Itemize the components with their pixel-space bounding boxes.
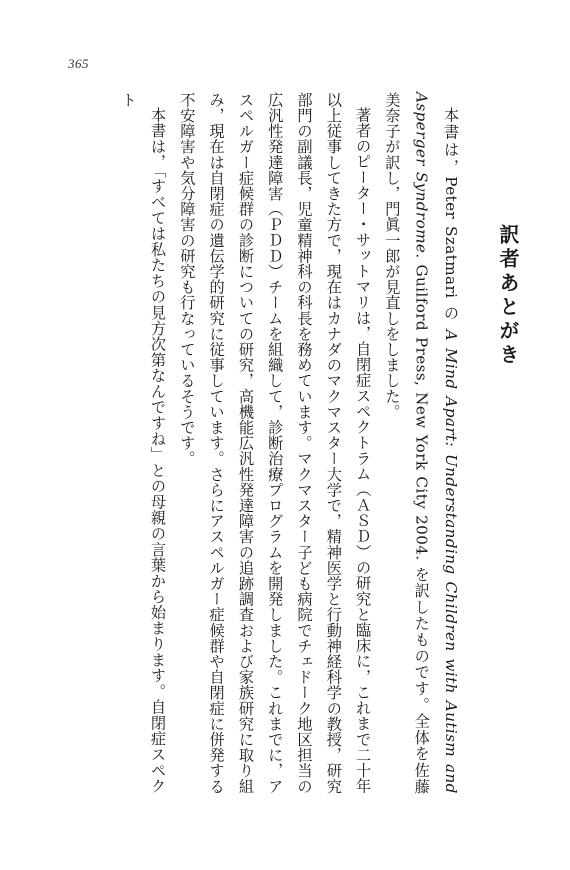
paragraph-1-rest: . Guilford Press, New York City 2004. を訳したものです。全体を佐藤美奈子が訳し，門眞一郎が見直しをしました。 <box>383 92 431 794</box>
body-text <box>60 92 465 794</box>
page-number: 365 <box>68 56 89 71</box>
paragraph-2: 著者のピーター・サットマリは，自閉症スペクトラム（ＡＳＤ）の研究と臨床に，これまで二十年以上従事してきた方で，現在はカナダのマクマスター大学で，精神医学と行動神経科学の教授，研究部門の副議長，児童精神科の科長を務めています。マクマスター子ども病院でチェドーク地区担当の広汎性発達障害（ＰＤＤ）チームを組織して，診断治療プログラムを開発しました。これまでに，アスペルガー症候群の診断についての研究，高機能広汎性発達障害の追跡調査および家族研究に取り組み，現在は自閉症の遺伝学的研究に従事しています。さらにアスペルガー症候群や自閉症に併発する不安障害や気分障害の研究も行なっているそうです。 <box>178 92 373 794</box>
paragraph-1-intro: 本書は，Peter Szatmari の <box>442 107 460 330</box>
paragraph-3: 本書は，「すべては私たちの見方次第なんですね」との母親の言葉から始まります。自閉症スペクト <box>119 92 168 794</box>
book-title: A Mind Apart: Understanding Children with Autism and Asperger Syndrome <box>412 92 460 794</box>
section-heading: 訳者あとがき <box>496 224 520 368</box>
paragraph-1 <box>377 92 465 794</box>
